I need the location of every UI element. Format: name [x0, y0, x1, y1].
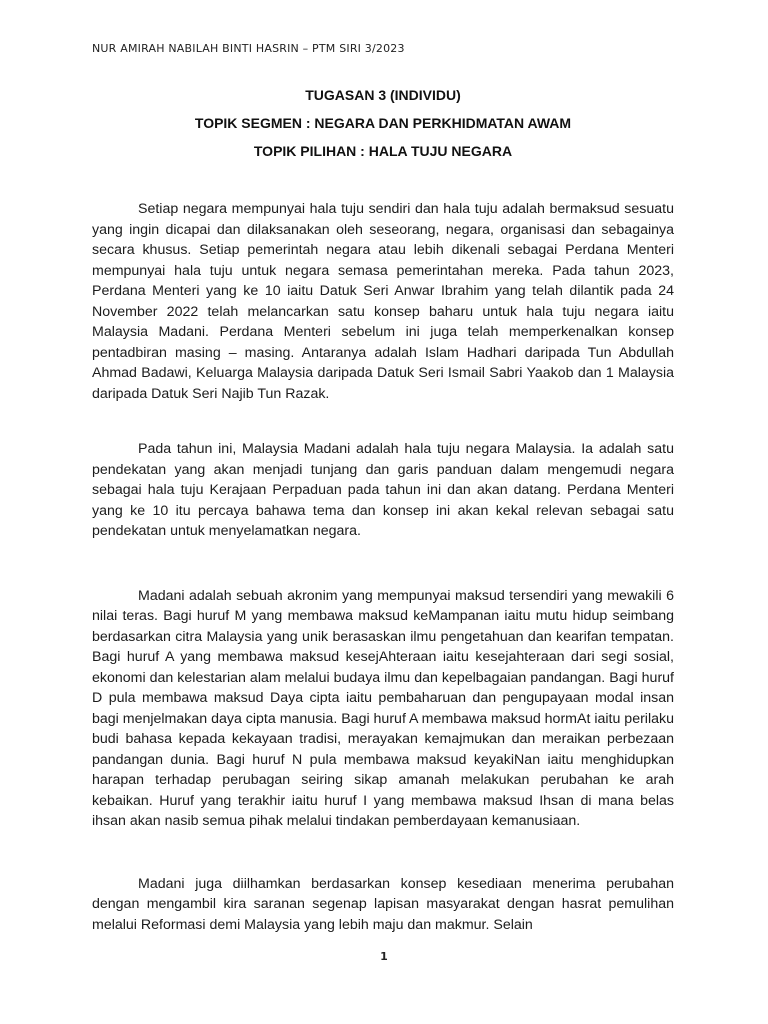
- paragraph-2: Pada tahun ini, Malaysia Madani adalah hala tuju negara Malaysia. Ia adalah satu pendekatan yang akan menjadi tunjang dan garis panduan dalam mengemudi negara sebagai hala tuju Kerajaan Perpaduan pada tahun ini dan akan datang. Perdana Menteri yang ke 10 itu percaya bahawa tema dan konsep ini akan kekal relevan sebagai satu pendekatan untuk menyelamatkan negara.: [92, 441, 674, 539]
- title-block: [92, 86, 674, 170]
- running-header: NUR AMIRAH NABILAH BINTI HASRIN – PTM SIRI 3/2023: [92, 42, 405, 55]
- chosen-topic-title: TOPIK PILIHAN : HALA TUJU NEGARA: [253, 143, 513, 159]
- page-number: 1: [380, 950, 388, 963]
- document-body: [92, 199, 674, 935]
- paragraph-3: Madani adalah sebuah akronim yang mempunyai maksud tersendiri yang mewakili 6 nilai teras. Bagi huruf M yang membawa maksud keMampanan iaitu mutu hidup seimbang berdasarkan citra Malaysia yang unik berasaskan ilmu pengetahuan dan kearifan tempatan. Bagi huruf A yang membawa maksud kesejAhteraan iaitu kesejahteraan dari segi sosial, ekonomi dan kelestarian alam melalui budaya ilmu dan kepelbagaian pandangan. Bagi huruf D pula membawa maksud Daya cipta iaitu pembaharuan dan pengupayaan modal insan bagi menjelmakan daya cipta manusia. Bagi huruf A membawa maksud hormAt iaitu perilaku budi bahasa kepada kekayaan tradisi, merayakan kemajmukan dan meraikan perbezaan pandangan dunia. Bagi huruf N pula membawa maksud keyakiNan iaitu menghidupkan harapan terhadap perubagan seiring sikap amanah melakukan perubahan ke arah kebaikan. Huruf yang terakhir iaitu huruf I yang membawa maksud Ihsan di mana belas ihsan akan nasib semua pihak melalui tindakan pemberdayaan kemanusiaan.: [92, 587, 674, 829]
- paragraph-1: Setiap negara mempunyai hala tuju sendiri dan hala tuju adalah bermaksud sesuatu yang ingin dicapai dan dilaksanakan oleh seseorang, negara, organisasi dan sebagainya secara khusus. Setiap pemerintah negara atau lebih dikenali sebagai Perdana Menteri mempunyai hala tuju untuk negara semasa pemerintahan mereka. Pada tahun 2023, Perdana Menteri yang ke 10 iaitu Datuk Seri Anwar Ibrahim yang telah dilantik pada 24 November 2022 telah melancarkan satu konsep baharu untuk hala tuju negara iaitu Malaysia Madani. Perdana Menteri sebelum ini juga telah memperkenalkan konsep pentadbiran masing – masing. Antaranya adalah Islam Hadhari daripada Tun Abdullah Ahmad Badawi, Keluarga Malaysia daripada Datuk Seri Ismail Sabri Yaakob dan 1 Malaysia daripada Datuk Seri Najib Tun Razak.: [92, 201, 674, 402]
- paragraph-4: Madani juga diilhamkan berdasarkan konsep kesediaan menerima perubahan dengan mengambil kira saranan segenap lapisan masyarakat dengan hasrat pemulihan melalui Reformasi demi Malaysia yang lebih maju dan makmur. Selain: [92, 875, 674, 933]
- segment-title: TOPIK SEGMEN : NEGARA DAN PERKHIDMATAN AWAM: [194, 115, 572, 131]
- assignment-title: TUGASAN 3 (INDIVIDU): [305, 87, 461, 103]
